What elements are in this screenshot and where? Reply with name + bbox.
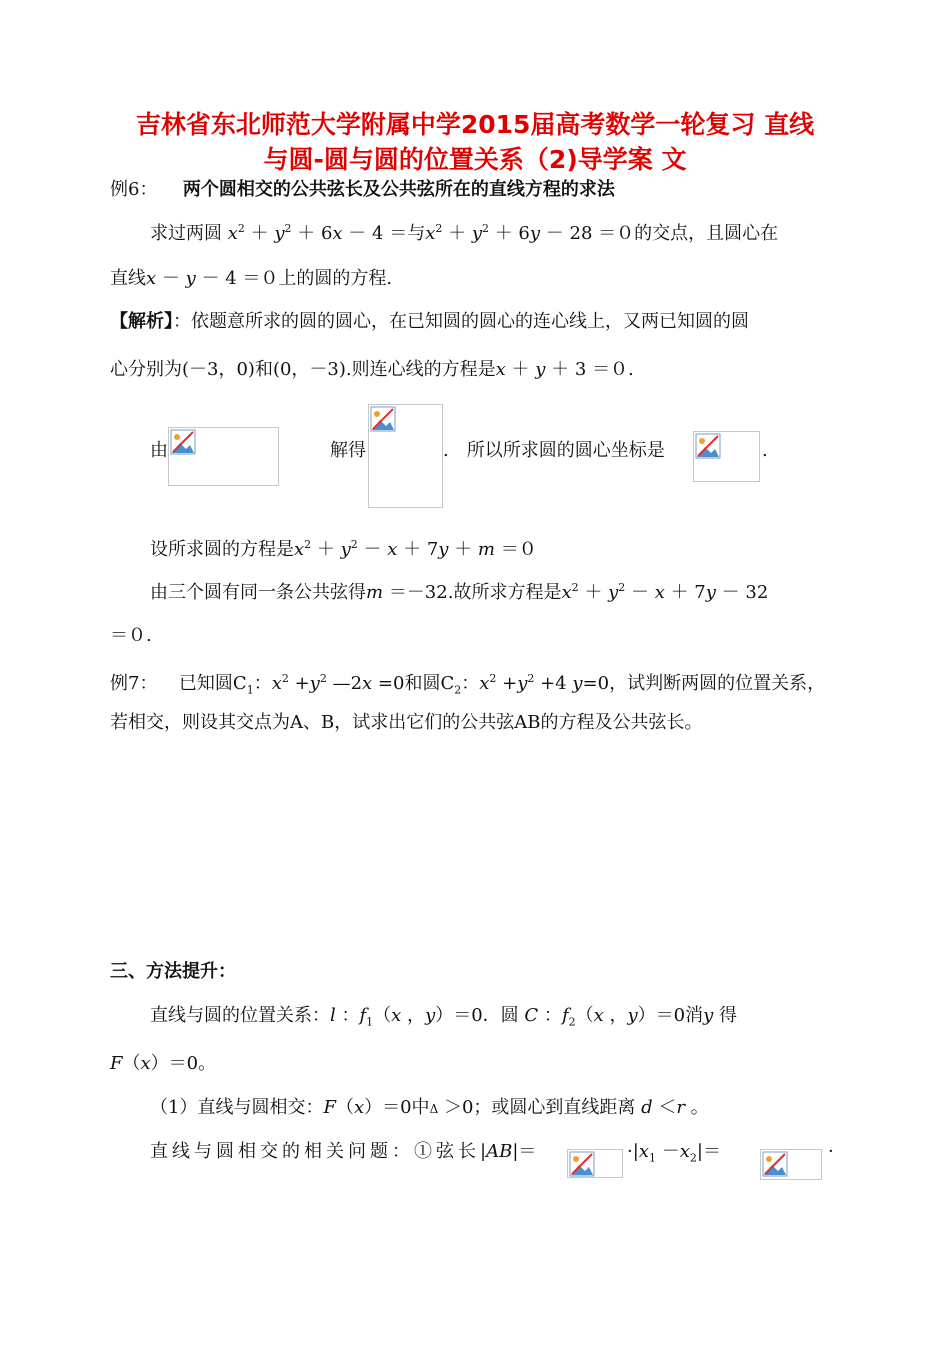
section3-line4a: 直线与圆相交的相关问题：①弦长|AB|＝	[150, 1141, 537, 1162]
example6-solution-line4: 设所求圆的方程是$x^2 + y^2 - x + 7y + m =0$	[150, 538, 537, 560]
example6-problem-line2: 直线x － y － 4 ＝０上的圆的方程.	[110, 268, 393, 289]
broken-image-icon	[569, 1151, 595, 1177]
section3-line1: 直线与圆的位置关系：l ：$f_1(x$ ，y）＝0．圆 C ：$f_2(x$ ，y）＝0消y 得	[150, 1005, 738, 1029]
equation-image	[693, 431, 760, 482]
section3-heading: 三、方法提升：	[110, 961, 236, 982]
example6-solution-line6: ＝０.	[110, 625, 152, 646]
section3-line4-dot: ·	[828, 1141, 834, 1162]
formula-image	[760, 1149, 822, 1180]
example6-solution-line1: 【解析】：依题意所求的圆的圆心，在已知圆的圆心的连心线上，又两已知圆的圆	[110, 311, 749, 332]
solution-label: 【解析】	[110, 311, 173, 332]
example6-center-text: . 所以所求圆的圆心坐标是	[443, 440, 665, 461]
example6-solution-line5: 由三个圆有同一条公共弦得m ＝－32.故所求方程是$x^2 + y^2 - x + 7y - 32$	[150, 581, 769, 603]
equation-image	[368, 404, 443, 508]
example6-problem-line1: 求过两圆 $x^2 + y^2 + 6x - 4$ ＝与$x^2 + y^2 + 6y - 28 =0$的交点，且圆心在	[150, 222, 779, 244]
broken-image-icon	[695, 433, 721, 459]
example6-period: .	[762, 440, 768, 461]
section3-line4b: $\cdot|x_1 -x_2|=$	[627, 1141, 721, 1165]
broken-image-icon	[170, 429, 196, 455]
example6-solve-prefix: 由	[150, 440, 168, 461]
example7-label: 例7：	[110, 673, 158, 694]
example6-heading: 两个圆相交的公共弦长及公共弦所在的直线方程的求法	[182, 179, 615, 200]
equation-image	[168, 427, 279, 486]
document-title-line2: 与圆-圆与圆的位置关系（2)导学案 文	[263, 145, 687, 174]
section3-line3: （1）直线与圆相交：F（x）＝0中Δ ＞0；或圆心到直线距离 d ＜r 。	[150, 1097, 709, 1118]
document-title-line1: 吉林省东北师范大学附属中学2015届高考数学一轮复习 直线	[135, 110, 815, 139]
formula-image	[567, 1149, 623, 1178]
example6-solution-line2: 心分别为(－3，0)和(0，－3).则连心线的方程是x ＋ y ＋ 3 ＝０.	[110, 359, 634, 380]
example6-solve-label: 解得	[330, 440, 366, 461]
example6-label: 例6：	[110, 179, 158, 200]
example6-heading-row	[110, 177, 615, 203]
broken-image-icon	[370, 406, 396, 432]
example7-line1: 例7： 已知圆$C_1$：$x^2 +y^2$ —2x =0和圆$C_2$：$x^2 +y^2 +4$ y=0，试判断两圆的位置关系，	[110, 672, 826, 697]
section3-line2: F（x）＝0。	[110, 1053, 217, 1074]
example7-line2: 若相交，则设其交点为A、B，试求出它们的公共弦AB的方程及公共弦长。	[110, 712, 703, 733]
broken-image-icon	[762, 1151, 788, 1177]
